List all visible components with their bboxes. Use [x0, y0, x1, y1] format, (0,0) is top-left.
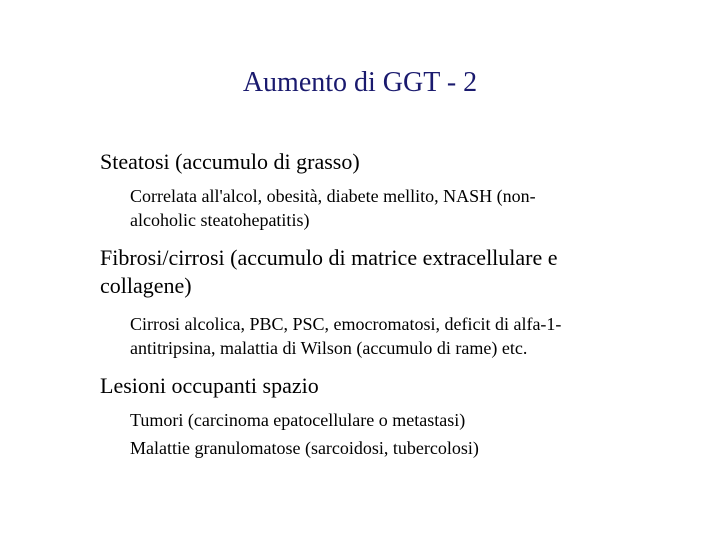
bullet-fibrosi-line-2: collagene) — [100, 273, 192, 298]
sub-bullet-line-1: Cirrosi alcolica, PBC, PSC, emocromatosi, deficit di alfa-1- — [130, 314, 562, 334]
sub-bullet-steatosi-cause — [100, 184, 660, 232]
sub-bullet-line-1: Tumori (carcinoma epatocellulare o metastasi) — [130, 410, 466, 430]
sub-bullet-granulomatose — [100, 436, 660, 460]
bullet-lesioni — [100, 372, 660, 400]
bullet-fibrosi-line-1: Fibrosi/cirrosi (accumulo di matrice extracellulare e — [100, 245, 558, 270]
slide-title: Aumento di GGT - 2 — [242, 67, 478, 98]
sub-bullet-tumori — [100, 408, 660, 432]
sub-bullet-line-1: Malattie granulomatose (sarcoidosi, tubercolosi) — [130, 438, 479, 458]
bullet-fibrosi-cirrosi — [100, 244, 660, 300]
bullet-list — [100, 148, 660, 460]
sub-bullet-line-2: antitripsina, malattia di Wilson (accumulo di rame) etc. — [130, 338, 528, 358]
bullet-lesioni-line-1: Lesioni occupanti spazio — [100, 373, 319, 398]
sub-bullet-fibrosi-causes — [100, 312, 660, 360]
bullet-steatosi — [100, 148, 660, 176]
bullet-steatosi-line-1: Steatosi (accumulo di grasso) — [100, 149, 360, 174]
sub-bullet-line-2: alcoholic steatohepatitis) — [130, 210, 310, 230]
sub-bullet-line-1: Correlata all'alcol, obesità, diabete mellito, NASH (non- — [130, 186, 536, 206]
